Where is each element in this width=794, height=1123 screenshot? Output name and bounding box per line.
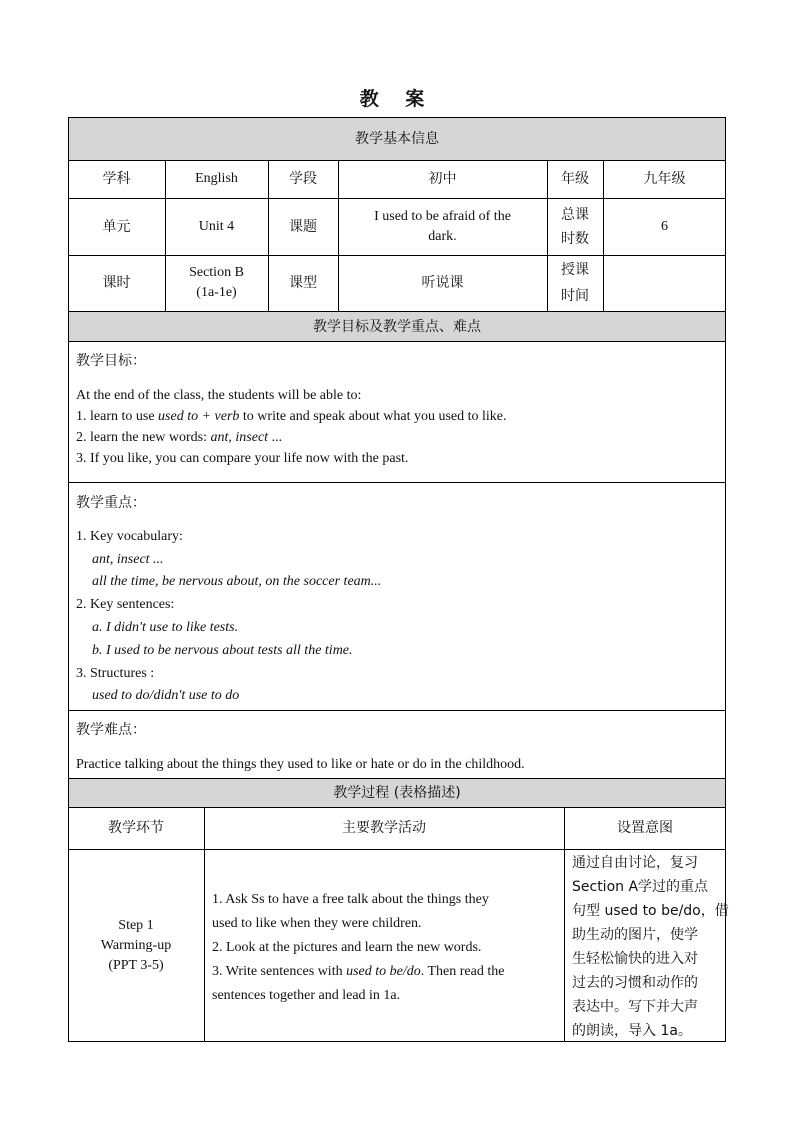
step1-stage [68,850,204,1042]
grade-label: 年级 [561,171,589,187]
teaching-time-label-line1: 授课 [561,262,589,278]
difficulties-block [76,720,716,775]
activity-3-line-2: sentences together and lead in 1a. [212,988,401,1003]
key-vocab-line-1: ant, insect ... [92,551,164,567]
step1-subtitle: Warming-up [100,938,172,953]
difficulties-heading: 教学难点： [76,722,146,738]
activity-3: 3. Write sentences with used to be/do. Then read the [212,964,505,979]
total-hours-value: 6 [661,218,668,234]
objectives-intro: At the end of the class, the students will be able to: [76,388,362,403]
objectives-heading: 教学目标： [76,353,146,369]
lesson-type-value: 听说课 [421,275,464,291]
purpose-line: 的朗读，导入 1a。 [572,1023,692,1039]
key-points-heading: 教学重点： [76,495,146,511]
period-value [165,255,268,311]
period-label: 课时 [102,275,131,291]
purpose-line: Section A学过的重点 [572,879,709,895]
subject-value: English [195,171,238,186]
grade-value: 九年级 [643,171,686,187]
teaching-time-label [547,255,603,311]
difficulties-text: Practice talking about the things they used to like or hate or do in the childhood. [76,757,525,772]
process-header-stage: 教学环节 [108,820,164,836]
key-points-block [76,492,716,708]
activity-1-line-1: 1. Ask Ss to have a free talk about the things they [212,892,489,907]
key-point-vocab-heading: 1. Key vocabulary: [76,528,183,544]
section-goals: 教学目标及教学重点、难点 [313,318,481,335]
teaching-time-label-line2: 时间 [561,288,589,304]
process-header-activity: 主要教学活动 [342,820,426,836]
purpose-line: 表达中。写下并大声 [572,999,698,1015]
topic-value: I used to be afraid of the dark. [374,208,511,244]
lesson-type-label: 课型 [289,275,317,291]
objectives-block [76,351,716,469]
section-basic-info: 教学基本信息 [355,131,439,147]
objective-item-1: 1. learn to use used to + verb to write and speak about what you used to like. [76,409,507,424]
process-header-purpose: 设置意图 [617,820,673,836]
purpose-line: 句型 used to be/do，借 [572,903,729,919]
period-value-line2: (1a-1e) [196,285,237,300]
objective-item-2: 2. learn the new words: ant, insect ... [76,430,283,445]
step1-purpose [572,851,729,1043]
step1-ppt: (PPT 3-5) [108,958,164,973]
activity-2: 2. Look at the pictures and learn the new words. [212,940,482,955]
total-hours-label-line2: 时数 [561,230,589,247]
key-sentence-b: b. I used to be nervous about tests all the time. [92,642,353,658]
key-sentence-a: a. I didn't use to like tests. [92,619,239,635]
section-process: 教学过程 (表格描述) [333,785,461,801]
step1-activities [212,888,560,1008]
stage-value: 初中 [428,171,457,187]
key-point-sentences-heading: 2. Key sentences: [76,597,175,613]
teaching-time-value [603,255,726,311]
purpose-line: 助生动的图片，使学 [572,927,698,943]
stage-label: 学段 [289,171,317,187]
key-vocab-line-2: all the time, be nervous about, on the soccer team... [92,574,382,590]
topic-label: 课题 [289,218,317,235]
period-value-line1: Section B [189,265,244,280]
key-point-structures-heading: 3. Structures : [76,665,155,681]
purpose-line: 生轻松愉快的进入对 [572,951,698,967]
objective-item-3: 3. If you like, you can compare your life now with the past. [76,451,409,466]
subject-label: 学科 [102,171,131,187]
step1-title: Step 1 [118,918,154,933]
purpose-line: 过去的习惯和动作的 [572,975,698,991]
purpose-line: 通过自由讨论，复习 [572,855,698,871]
key-structure: used to do/didn't use to do [92,688,240,704]
total-hours-label [547,198,603,255]
total-hours-label-line1: 总课 [561,206,589,223]
document-title: 教 案 [359,88,435,110]
unit-value: Unit 4 [198,218,235,234]
unit-label: 单元 [102,218,131,235]
activity-1-line-2: used to like when they were children. [212,916,422,931]
